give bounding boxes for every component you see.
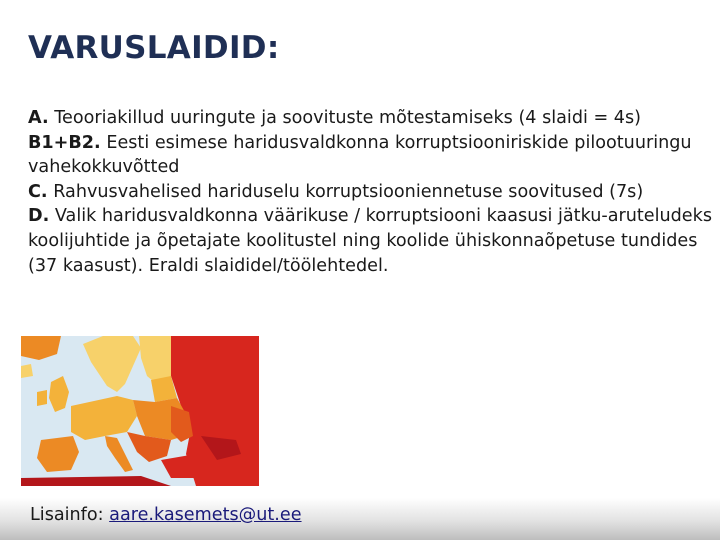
list-item-a — [28, 106, 712, 131]
list-item-c — [28, 180, 712, 205]
item-label: D. — [28, 206, 50, 227]
footer — [30, 505, 302, 525]
map-isle — [21, 364, 33, 378]
europe-corruption-map — [21, 336, 259, 486]
item-label: C. — [28, 181, 48, 202]
item-label: A. — [28, 108, 49, 128]
item-label: B1+B2. — [28, 132, 101, 153]
item-text: Eesti esimese haridusvaldkonna korruptsiooniriskide pilootuuringu vahekokkuvõtted — [28, 132, 692, 178]
contact-email-link[interactable]: aare.kasemets@ut.ee — [109, 505, 302, 525]
item-text: Teooriakillud uuringute ja soovituste mõtestamiseks (4 slaidi = 4s) — [54, 108, 642, 128]
list-item-d — [28, 204, 712, 278]
item-text: Valik haridusvaldkonna väärikuse / korruptsiooni kaasusi jätku-aruteludeks koolijuhtide ja õpetajate koolitustel ning koolide ühiskonnaõpetuse tundides (37 kaasust). Eraldi slaididel/töölehtedel. — [28, 206, 712, 276]
item-text: Rahvusvahelised hariduselu korruptsiooniennetuse soovitused (7s) — [53, 181, 644, 202]
list-item-b — [28, 131, 712, 180]
slide-title: VARUSLAIDID: — [28, 30, 280, 66]
map-ireland — [37, 390, 47, 406]
europe-map-image — [21, 336, 259, 486]
slide-body — [28, 106, 712, 278]
footer-label: Lisainfo: — [30, 505, 104, 525]
